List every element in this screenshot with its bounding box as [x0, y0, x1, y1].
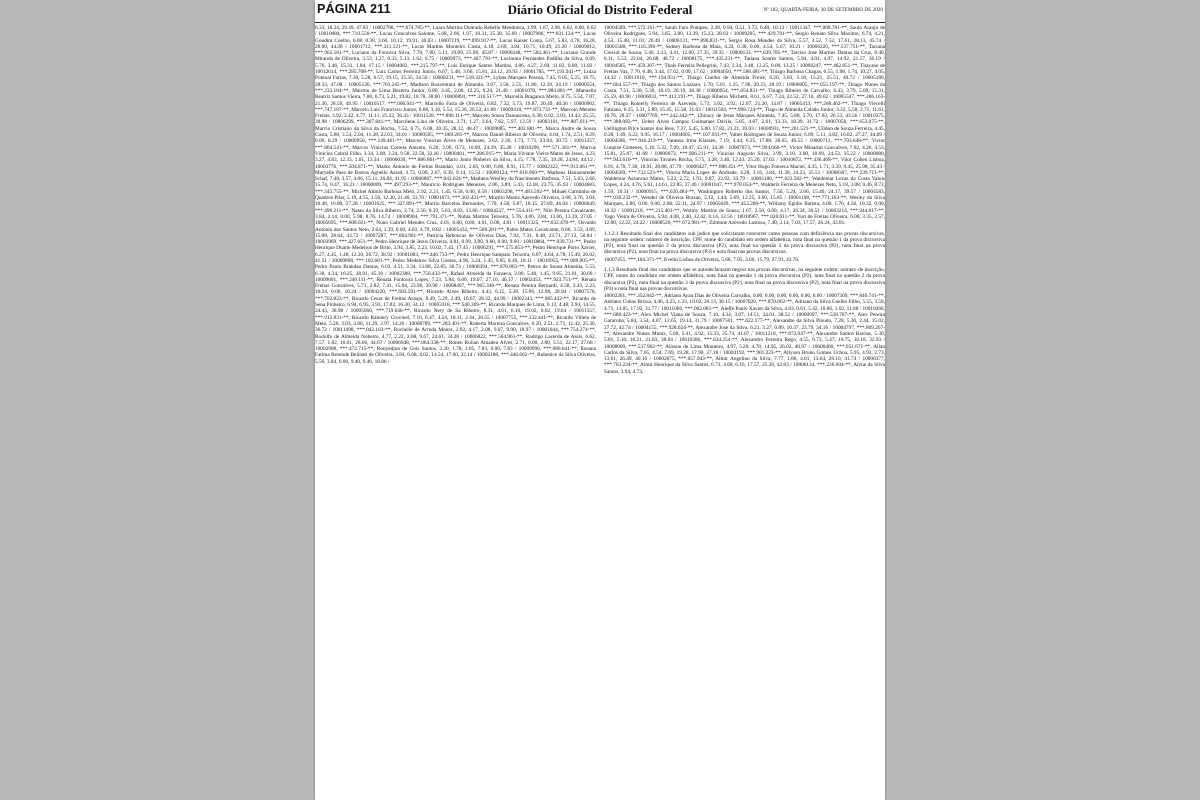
text-columns: [315, 25, 885, 800]
left-column: [315, 25, 596, 800]
paragraph: 10007455, ***.104.371-**, Evelin Lisboa de Oliveira, 5.68, 7.05, 3.06, 15.79, 27.91, 43.70.: [604, 256, 800, 263]
section-heading-1-1-3: 1.1.3 Resultado final dos candidatos que se autodeclararam negros nas provas discursivas, na seguinte ordem: número de inscrição, CPF, nome do candidato em ordem alfabética, nota final na questão 1 da prova discursiva (P2), nota final na questão 2 da prova discursiva (P2), nota final na questão 3 da prova discursiva (P2), nota final na prova discursiva (P2), nota final na prova discursiva (P3) e nota final nas provas discursivas.: [604, 266, 885, 292]
section-heading-1-1-2-1: 1.1.2.1 Resultado final dos candidatos sub judice que solicitaram concorrer como pessoas com deficiência nas provas discursivas, na seguinte ordem: número de inscrição, CPF, nome do candidato em ordem alfabética, nota final na questão 1 da prova discursiva (P2), nota final na questão 2 da prova discursiva (P2), nota final na questão 3 da prova discursiva (P2), nota final na prova discursiva (P2), nota final na prova discursiva (P3) e nota final nas provas discursivas.: [604, 230, 885, 256]
paragraph: 10004589, ***.572.161-**, Sarah Faro Pompeu, 2.28, 0.94, 0.51, 3.73, 6.40, 10.13 / 10011347, ***.008.781-**, Saulo Araujo de Oliveira Rodrigues, 5.94, 3.65, 3.80, 13.39, 15.23, 28.62 / 10009205, ***.429.701-**, Sergio Renato Silva Maximo, 6.74, 4.21, 4.53, 15.48, 11.01, 26.49 / 10006131, ***.896.831-**, Sergio Rosa Mendes da Silva, 5.57, 4.52, 7.52, 17.61, 28.13, 45.74 / 10001508, ***.116.396-**, Sidney Barbosa da Maia, 4.24, 0.30, 0.00, 4.54, 5.67, 10.21 / 10006220, ***.537.751-**, Taciana Creciol de Sousa, 5.46, 2.13, 4.41, 12.00, 27.35, 39.35 / 10008133, ***.639.785-**, Tarciso Jose Martins Dantas da Cruz, 8.40, 8.11, 5.53, 22.04, 26.68, 48.72 / 10008175, ***.435.231-**, Tatiana Soares Santos, 5.94, 4.01, 4.97, 14.92, 21.27, 36.19 / 10004585, ***.459.307-**, Thais Ferreira Pellegrini, 7.43, 2.34, 3.48, 13.25, 0.00, 13.25 / 10008247, ***.462.851-**, Thayane de Freitas Vaz, 7.70, 6.48, 3.44, 17.62, 0.00, 17.62 / 10004650, ***.588.481-**, Thiago Barbosa Chagas, 6.55, 1.98, 1.74, 10.27, 4.05, 14.32 / 10011610, ***.194.931-**, Thiago Coelho de Almeida Freire, 6.20, 3.83, 5.18, 15.21, 25.51, 40.72 / 10005180, ***.604.557-**, Thiago dos Santos Lazzaro, 1.70, 5.01, 1.25, 7.96, 20.23, 28.19 / 10006005, ***.055.197-**, Thiago Nunes da Costa, 7.51, 5.38, 5.30, 18.19, 20.19, 38.38 / 10000954, ***.054.831-**, Thiago Ribeiro de Carvalho, 6.43, 3.79, 5.09, 15.31, 25.59, 40.90 / 10006033, ***.412.191-**, Thiago Ribeiro Michetti, 8.61, 6.67, 7.24, 22.52, 27.10, 49.62 / 10005547, ***.286.163-**, Thiago Ronielly Ferreira de Azevedo, 5.73, 3.02, 3.92, 12.67, 21.20, 33.87 / 10005413, ***.268.462-**, Thiago Viecelli Fabiano, 6.25, 3.31, 5.89, 15.45, 15.58, 31.03 / 10011504, ***.998.724-**, Tiago de Almeida Calado Junior, 3.32, 5.58, 2.71, 11.61, 16.76, 28.37 / 10007769, ***.242.442-**, Ubiracy de Jesus Marques Almeida, 7.45, 5.88, 3.70, 17.03, 26.53, 43.56 / 10010375, ***.388.082-**, Ueber Alves Campos Guimaraes Davila, 5.85, 4.87, 2.61, 13.33, 18.39, 31.72 / 10007058, ***.653.075-**, Uellington Price Santos dos Reis, 7.37, 5.45, 5.00, 17.82, 21.21, 39.03 / 10000931, ***.261.521-**, Uildon de Souza Ferreira, 4.45, 0.28, 1.49, 6.22, 9.95, 16.17 / 10004605, ***.107.931-**, Valter Rodrigues de Souza Junior, 6.89, 5.11, 4.82, 16.82, 27.27, 44.09 / 10004586, ***.946.219-**, Vanessa Irma Klassen, 7.19, 4.44, 6.25, 17.88, 28.65, 46.53 / 10000711, ***.703.648-**, Victor Luopize Gimenes, 5.16, 5.32, 7.99, 18.47, 15.91, 34.38 / 10007073, ***.994.666-**, Victor Minarini Goncalves, 7.02, 4.26, 4.53, 15.81, 25.87, 41.68 / 10000073, ***.906.211-**, Vinicius Augusto Silva, 3.99, 3.10, 3.60, 10.69, 24.53, 35.22 / 10008080, ***.943.616-**, Vinicius Tavares Rocha, 5.75, 3.28, 3.40, 12.43, 25.20, 37.63 / 10010872, ***.436.468-**, Vitor Cohen Lisboa, 6.91, 4.70, 7.30, 18.91, 28.88, 47.79 / 10006427, ***.688.451-**, Vitor Hugo Fonseca Maciel, 4.35, 1.71, 3.39, 9.45, 25.98, 35.43 / 10004569, ***.732.523-**, Vitoria Maria Lopes de Andrade, 4.28, 3.16, 3.84, 11.28, 24.23, 35.51 / 10008387, ***.239.711-**, Waldemar Assuncao Matos, 5.22, 2.72, 1.93, 9.87, 23.92, 33.79 / 10003180, ***.023.582-**, Waldemar Lucas da Costa Valois Lopes, 4.24, 4.76, 5.61, 14.61, 22.85, 37.46 / 10001047, ***.978.054-**, Walderiz Ferreira de Menezes Neto, 5.18, 3.08, 0.46, 8.72, 1.59, 10.31 / 10000915, ***.020.484-**, Washington Roberto dos Santos, 7.50, 5.24, 2.66, 15.40, 24.17, 39.57 / 10004583, ***.030.232-**, Wendel de Oliveira Brazao, 5.12, 1.44, 5.69, 12.25, 3.60, 15.85 / 10001198, ***.771.163-**, Wesley da Silva Marques, 2.86, 0.00, 0.00, 2.86, 22.11, 24.97 / 10005649, ***.453.268-**, Willamy Egidio Batista, 4.00, 1.76, 4.56, 10.32, 0.00, 10.32 / 10001218, ***.215.401-**, Wolmy Martins de Sousa, 1.67, 2.50, 0.00, 4.17, 26.34, 30.51 / 10003214, ***.944.017-**, Yago Vieira de Oliveira, 5.94, 4.08, 2.40, 12.42, 0.14, 12.56 / 10010967, ***.020.011-**, Yuri de Freitas Oliveira, 6.08, 3.35, 2.57, 12.00, 12.22, 24.22 / 10000526, ***.672.981-**, Zilmone Azevedo Lustosa, 7.40, 3.14, 7.03, 17.57, 26.24, 43.81.: [604, 25, 885, 227]
journal-title: Diário Oficial do Distrito Federal: [507, 2, 693, 17]
issue-info: Nº 182, QUARTA-FEIRA, 30 DE SETEMBRO DE 2020: [763, 7, 883, 13]
paragraph: 6.33, 18.34, 29.49, 47.83 / 10002788, ***.674.785-**, Luara Martins Dourado Rebello Mendonca, 1.99, 1.67, 2.96, 6.62, 0.00, 6.62 / 10010084, ***.710.556-**, Lucas Goncalves Salome, 5.68, 2.66, 1.97, 10.31, 25.38, 35.69 / 10007986, ***.831.134-**, Lucas Goudim Coelho, 6.08, 0.38, 3.66, 10.12, 19.91, 30.03 / 10007119, ***.099.917-**, Lucas Kaiser Costa, 5.67, 5.83, 4.78, 16.28, 28.00, 44.28 / 10001712, ***.311.121-**, Lucas Martins Monteiro Costa, 4.18, 2.69, 3.84, 10.71, 10.49, 21.20 / 10009012, ***.962.581-**, Luciano da Fonceca Silva, 7.78, 7.00, 5.11, 19.89, 25.98, 45.87 / 10000248, ***.582.461-**, Luciano Grande Miranda de Oliveira, 3.53, 1.27, 0.33, 5.13, 1.62, 6.75 / 10009973, ***.407.791-**, Lucimara Fernandes Padilha da Silva, 6.09, 5.76, 3.46, 15.31, 1.84, 17.15 / 10004082, ***.215.797-**, Luis Enrique Santos Martins, 4.86, 4.27, 2.69, 11.82, 0.00, 11.82 / 10012014, ***.285.708-**, Luiz Carlos Ferreira Junior, 6.67, 5.48, 3.66, 15.81, 24.12, 39.93 / 10001785, ***.193.941-**, Luiza Pontual Farias, 7.30, 5.28, 6.57, 19.15, 15.35, 34.50 / 10000231, ***.518.321-**, Lybna Marques Pessoa, 7.45, 6.05, 5.25, 18.75, 28.33, 47.08 / 10005126, ***.763.245-**, Madison Boaventura de Almeida, 3.67, 3.58, 2.55, 11.80, 12.39, 24.19 / 10000554, ***.233.184-**, Mairton de Lima Bezerra Junior, 6.80, 3.45, 2.00, 12.25, 9.24, 21.49 / 10001078, ***.984.881-**, Manuella Beatriz Santos Vieira, 7.88, 6.73, 5.21, 19.82, 18.78, 38.60 / 10000891, ***.310.517-**, Marcella Braganca Mello, 8.75, 5.54, 7.07, 21.36, 28.59, 49.95 / 10010517, ***.000.941-**, Marcello Faria de Oliveira, 6.82, 7.32, 5.73, 19.87, 20.49, 40.36 / 10000902, ***.747.187-**, Marcelo Luis Francisco Junior, 6.68, 3.16, 5.52, 15.36, 26.52, 41.88 / 10009410, ***.873.731-**, Marcelo Mendes Freitas, 3.92, 2.42, 4.77, 11.11, 25.32, 36.43 / 10011528, ***.896.111-**, Marcelo Sousa Damascena, 6.38, 6.02, 2.03, 14.43, 25.55, 39.98 / 10006299, ***.307.841-**, Marcilene Lino de Oliveira, 2.71, 1.27, 3.64, 7.62, 5.97, 13.59 / 10003101, ***.887.011-**, Marcio Cristiano da Silva da Rocha, 7.52, 6.75, 6.08, 20.35, 28.12, 48.47 / 10009885, ***.402.881-**, Marco Andre de Sousa Costa, 5.80, 3.54, 2.04, 11.38, 22.63, 34.01 / 10000505, ***.069.281-**, Marcos Daniel Ribeiro de Oliveira, 4.04, 1.74, 2.51, 8.29, 0.00, 8.29 / 10000956, ***.149.461-**, Marcos Vinicius Alves de Menezes, 3.62, 2.36, 1.73, 7.71, 23.04, 30.75 / 10011257, ***.804.541-**, Marcos Vinicius Correia Aniceto, 6.20, 3.96, 0.73, 10.89, 24.39, 35.28 / 10010296, ***.571.361-**, Marcus Vinicius Cabral Filho, 3.34, 3.00, 3.24, 9.58, 22.58, 32.16 / 10000481, ***.286.915-**, Maria Viviane Vieira Matos de Jesus, 4.23, 3.27, 4.83, 12.33, 1.01, 13.34 / 10000030, ***.886.861-**, Mario Junio Pinheiro da Silva, 4.15, 7.78, 7.35, 19.28, 24.84, 44.12 / 10003776, ***.504.871-**, Marko Antonio de Freitas Brandao, 4.01, 2.85, 0.00, 6.86, 8.91, 15.77 / 10002322, ***.913.061-**, Maryelle Paes de Barros Agnello Assad, 3.72, 0.00, 2.67, 6.39, 9.14, 15.53 / 10009124, ***.618.960-**, Matheus Hainzenreder Schaf, 7.48, 3.57, 4.06, 15.11, 26.84, 41.95 / 10000887, ***.042.624-**, Matheus Weslley do Nascimento Barbosa, 7.51, 5.63, 2.60, 15.74, 0.47, 16.21 / 10000809, ***.497.293-**, Mauricio Rodrigues Menezes, 2.86, 3.89, 5.43, 12.18, 23.75, 35.93 / 10004683, ***.343.755-**, Michel Altinio Barbosa Melo, 2.92, 2.21, 1.45, 6.58, 0.00, 6.58 / 10003298, ***.483.592-**, Mihael Carminho de Quadros Pilar, 5.19, 4.55, 2.56, 12.30, 21.40, 33.70 / 10001673, ***.303.431-**, Murillo Muniz Azevedo Oliveira, 3.68, 3.76, 3.04, 10.48, 16.80, 27.28 / 10001625, ***.327.891-**, Murilo Barcelos Bernardes, 7.70, 4.58, 5.87, 18.15, 27.89, 46.04 / 10006049, ***.496.211-**, Natan da Silva Ribeiro, 2.74, 2.50, 0.39, 5.63, 8.03, 13.66 / 10004237, ***.554.411-**, Nilo Pereira Cavalcante, 3.84, 2.14, 0.00, 5.98, 8.76, 14.74 / 10008904, ***.791.371-**, Nubia Martins Teixeira, 5.76, 4.06, 3.84, 13.66, 13.39, 27.05 / 10005695, ***.608.021-**, Nuno Gabriel Mendes Cruz, 4.01, 0.00, 0.00, 4.01, 0.00, 4.01 / 10011325, ***.032.478-**, Osvaldo Antonio dos Santos Neto, 2.64, 1.39, 0.00, 4.03, 4.79, 8.82 / 10005432, ***.589.281-**, Pablo Matos Cavalcante, 6.66, 3.53, 4.89, 15.08, 28.64, 43.72 / 10007287, ***.894.901-**, Patricia Reboucas de Oliveira Dias, 7.92, 7.31, 8.48, 23.71, 27.13, 50.84 / 10003969, ***.427.651-**, Pedro Henrique de Jesus Oliveira, 4.81, 0.99, 3.80, 9.60, 0.00, 9.60 / 10010864, ***.039.731-**, Pedro Henrique Duarte Medeiros de Brito, 3.94, 3.85, 2.23, 10.02, 7.43, 17.45 / 10006291, ***.575.853-**, Pedro Henrique Porto Xavier, 6.27, 4.45, 1.48, 12.20, 26.72, 38.92 / 10001083, ***.446.733-**, Pedro Henrique Sampaio Teixeira, 6.07, 4.64, 4.78, 15.49, 26.02, 41.51 / 10009898, ***.102.681-**, Pedro Medeiros Silva Gomes, 4.96, 3.24, 1.45, 9.65, 8.46, 18.11 / 10010955, ***.089.905-**, Pedro Paulo Brandao Dantas, 6.03, 4.51, 3.34, 13.88, 22.85, 36.73 / 10006394, ***.876.863-**, Petrus de Sousa Almeida, 5.53, 6.38, 4.34, 16.25, 28.91, 45.16 / 10002388, ***.756.432-**, Rafael Almeida da Fonseca, 2.80, 5.40, 1.45, 9.65, 21.01, 30.66 / 10009001, ***.240.111-**, Renata Fontoura Lopes, 7.23, 5.84, 6.00, 19.07, 27.10, 46.17 / 10002453, ***.923.751-**, Renata Freitas Goncalves, 5.71, 2.82, 7.41, 15.94, 23.96, 39.90 / 10008407, ***.965.348-**, Renata Pereira Bernardi, 4.58, 3.43, 2.23, 10.24, 0.00, 10.24 / 10004220, ***.683.591-**, Ricardo Alves Ribeiro, 4.43, 6.15, 5.38, 15.96, 12.98, 28.94 / 10007578, ***.702.823-**, Ricardo Cesar de Freitas Araujo, 8.49, 5.29, 2.49, 16.67, 28.32, 44.99 / 10002243, ***.985.432-**, Ricardo de Sena Pinheiro, 6.94, 6.95, 3.93, 17.82, 16.30, 34.12 / 10003318, ***.540.369-**, Ricardo Marques de Lima, 6.13, 4.48, 3.94, 14.55, 24.43, 38.98 / 10005060, ***.719.646-**, Ricardo Nery de Sa Ribeiro, 8.31, 4.61, 6.10, 19.02, 0.62, 19.64 / 10011357, ***.912.831-**, Ricardo Rainiery Cruvinel, 7.10, 6.47, 4.54, 18.11, 2.44, 20.55 / 10007755, ***.132.441-**, Ricardo Villela de Melo, 5.26, 3.03, 3.00, 11.29, 2.97, 14.26 / 10008789, ***.283.401-**, Roberta Moreira Goncalves, 6.20, 2.51, 2.71, 11.42, 25.30, 36.72 / 10011498, ***.042.103-**, Rochelle de Arruda Moura, 2.82, 4.17, 2.08, 9.07, 9.90, 18.97 / 10001844, ***.754.274-**, Rodolfo de Almeida Noberto, 4.77, 2.22, 2.68, 9.67, 24.61, 34.28 / 10006822, ***.564.961-**, Rodrigo Lacerda de Assis, 6.62, 7.57, 1.82, 16.01, 28.66, 44.67 / 10006948, ***.064.338-**, Ronen Rulian Amadeu Alves, 2.71, 0.00, 2.80, 5.51, 22.17, 27.68 / 10002908, ***.472.715-**, Ronyedjon de Gois Santos, 3.20, 1.78, 2.85, 7.83, 0.00, 7.83 / 10009990, ***.080.641-**, Rosana Fatima Resende Belinati de Oliveira, 3.84, 6.68, 4.02, 14.54, 17.60, 32.14 / 10002188, ***.446.662-**, Rubenice da Silva Oliveira, 5.56, 3.84, 0.00, 9.40, 9.46, 18.86 /: [315, 25, 596, 365]
paragraph: 10002201, ***.352.842-**, Adriano Ayan Dias de Oliveira Carvalho, 0.00, 0.00, 0.00, 0.00, 0.00, 0.00 / 10007309, ***.846.741-**, Adriano Cubas Brizsa, 4.46, 4.23, 1.33, 10.02, 26.13, 36.15 / 10007820, ***.870.062-**, Adriano da Silva Coelho Filho, 5.55, 3.59, 4.71, 13.85, 17.92, 31.77 / 10011060, ***.002.081-**, Aleffe Paulo Xavier da Silva, 4.83, 0.61, 5.42, 10.86, 1.02, 11.88 / 10010268, ***.680.423-**, Alex Michel Viana de Souza, 7.10, 4.34, 3.07, 14.51, 24.01, 38.52 / 10000997, ***.538.787-**, Alex Pereira Gararoba, 5.84, 3.54, 4.07, 12.65, 19.14, 31.79 / 10007501, ***.622.177-**, Alexandre da Silva Pinudo, 7.28, 5.30, 2.44, 15.02, 27.72, 42.74 / 10004155, ***.928.024-**, Alexandre Jose da Silva, 6.21, 3.27, 0.89, 10.37, 23.79, 34.16 / 10004797, ***.809.207-**, Alexandre Nunes Muniz, 5.00, 5.41, 4.92, 15.33, 25.74, 41.07 / 10011218, ***.872.047-**, Alexandre Santos Barrias, 5.30, 5.81, 5.10, 16.21, 21.83, 38.04 / 10010306, ***.634.254-**, Alexandro Ferreira Rego, 4.55, 6.73, 5.47, 16.75, 16.18, 32.93 / 10008009, ***.537.902-**, Alisson de Lima Monteiro, 4.97, 5.20, 4.78, 14.95, 26.02, 40.97 / 10000400, ***.051.671-**, Allan Carlos da Silva, 7.05, 4.54, 7.69, 19.28, 17.90, 37.18 / 10004192, ***.901.223-**, Allyson Bruno Gomes Uchoa, 5.95, 4.93, 2.73, 13.61, 26.49, 40.10 / 10002075, ***.057.943-**, Almir Angelino da Silva, 7.77, 1.86, 4.01, 13.64, 28.10, 41.74 / 10006377, ***.763.224-**, Almir Henrique da Silva Santos, 6.73, 4.68, 6.16, 17.57, 25.26, 42.83 / 10006134, ***.236.604-**, Alyne da Silva Santos, 3.94, 4.73,: [604, 293, 885, 375]
page-number: PÁGINA 211: [317, 2, 391, 16]
gazette-page: [315, 0, 885, 800]
right-column: [604, 25, 885, 800]
page-header: [315, 0, 885, 23]
